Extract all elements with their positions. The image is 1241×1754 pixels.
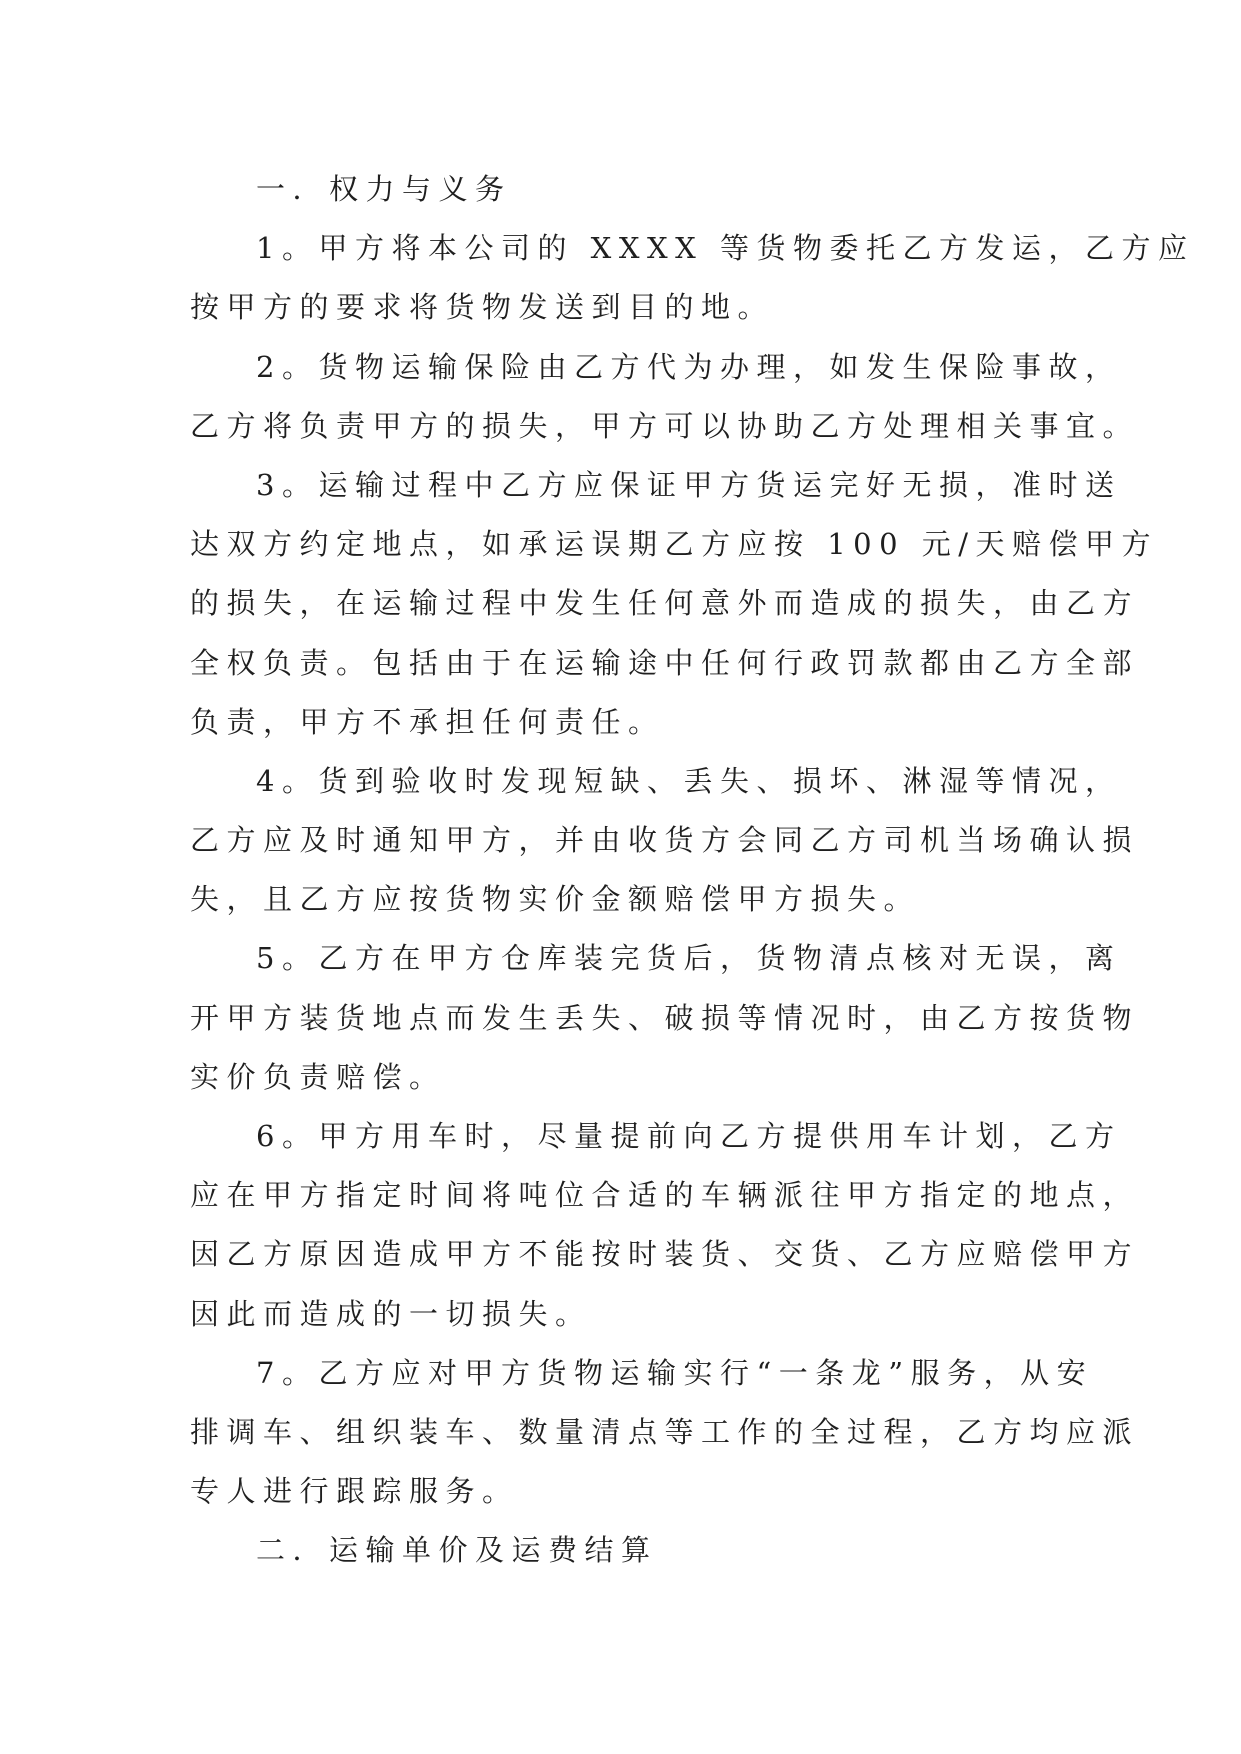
clause-3-line-3: 的损失，在运输过程中发生任何意外而造成的损失，由乙方 xyxy=(190,586,1140,621)
clause-4-line-3: 失，且乙方应按货物实价金额赔偿甲方损失。 xyxy=(190,882,921,917)
clause-6-line-2: 应在甲方指定时间将吨位合适的车辆派往甲方指定的地点， xyxy=(190,1178,1140,1213)
section-heading: 一．权力与义务 xyxy=(256,172,512,206)
clause-4-line-1: 4。货到验收时发现短缺、丢失、损坏、淋湿等情况， xyxy=(256,763,1122,798)
clause-5-line-2: 开甲方装货地点而发生丢失、破损等情况时，由乙方按货物 xyxy=(190,1000,1140,1035)
clause-3-line-5: 负责，甲方不承担任何责任。 xyxy=(190,704,665,739)
clause-2-line-2: 乙方将负责甲方的损失，甲方可以协助乙方处理相关事宜。 xyxy=(190,408,1140,443)
clause-5-line-1: 5。乙方在甲方仓库装完货后，货物清点核对无误，离 xyxy=(256,941,1122,976)
clause-3-line-4: 全权负责。包括由于在运输途中任何行政罚款都由乙方全部 xyxy=(190,645,1140,680)
clause-5-line-3: 实价负责赔偿。 xyxy=(190,1059,446,1094)
clause-7-line-2: 排调车、组织装车、数量清点等工作的全过程，乙方均应派 xyxy=(190,1414,1140,1449)
section-heading: 二．运输单价及运费结算 xyxy=(256,1533,658,1568)
clause-6-line-4: 因此而造成的一切损失。 xyxy=(190,1296,592,1331)
clause-7-line-3: 专人进行跟踪服务。 xyxy=(190,1474,519,1509)
clause-2-line-1: 2。货物运输保险由乙方代为办理，如发生保险事故， xyxy=(256,349,1122,384)
clause-6-line-1: 6。甲方用车时，尽量提前向乙方提供用车计划，乙方 xyxy=(256,1119,1122,1153)
clause-3-line-1: 3。运输过程中乙方应保证甲方货运完好无损，准时送 xyxy=(256,467,1122,502)
clause-1-line-1: 1。甲方将本公司的 XXXX 等货物委托乙方发运，乙方应 xyxy=(256,231,1195,266)
clause-3-line-2: 达双方约定地点，如承运误期乙方应按 100 元/天赔偿甲方 xyxy=(190,527,1159,562)
clause-6-line-3: 因乙方原因造成甲方不能按时装货、交货、乙方应赔偿甲方 xyxy=(190,1237,1140,1272)
clause-7-line-1: 7。乙方应对甲方货物运输实行“一条龙”服务，从安 xyxy=(256,1355,1094,1390)
document-page xyxy=(190,160,1195,1581)
clause-1-line-2: 按甲方的要求将货物发送到目的地。 xyxy=(190,290,775,325)
clause-4-line-2: 乙方应及时通知甲方，并由收货方会同乙方司机当场确认损 xyxy=(190,823,1140,858)
